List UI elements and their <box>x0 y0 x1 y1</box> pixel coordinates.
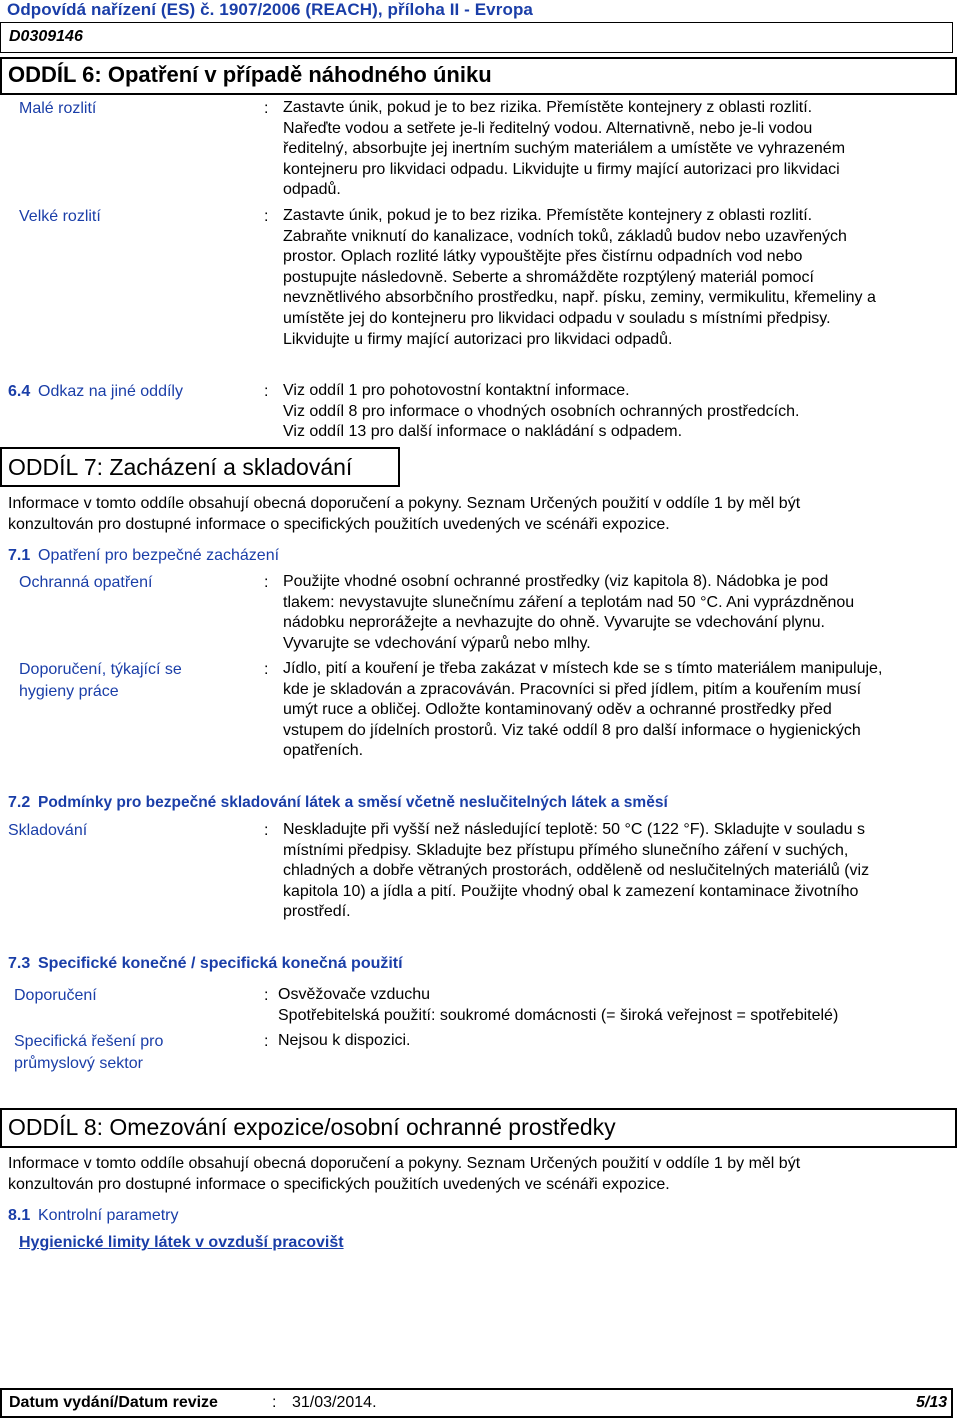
text-line: Informace v tomto oddíle obsahují obecná doporučení a pokyny. Seznam Určených použití v oddíle 1 by měl být <box>8 495 801 512</box>
text-line: Likvidujte u firmy mající autorizaci pro likvidaci odpadů. <box>283 330 673 348</box>
text-line: tlakem: nevystavujte slunečnímu záření a teplotám nad 50 °C. Ani vyprázdněnou <box>283 593 855 611</box>
text-line: nádobku neprorážejte a nevhazujte do ohně. Vyvarujte se vdechování plynu. <box>283 614 825 632</box>
text-line: odpadů. <box>283 181 341 199</box>
ref-section-label: Odkaz na jiné oddíly <box>38 383 183 400</box>
text-line: konzultován pro dostupné informace o specifických použitích uvedených ve scénáři expozice. <box>8 1175 670 1193</box>
ref-section-num: 6.4 <box>8 383 31 400</box>
text-line: Viz oddíl 1 pro pohotovostní kontaktní informace. <box>283 382 630 399</box>
text-line: kde je skladován a zpracováván. Pracovníci si před jídlem, pitím a kouřením musí <box>283 680 862 698</box>
recommend-label: Doporučení <box>14 987 97 1004</box>
small-spill-text <box>283 98 943 201</box>
section7-intro <box>8 494 953 535</box>
doc-id: D0309146 <box>9 28 83 45</box>
s71-title: Opatření pro bezpečné zacházení <box>38 547 280 564</box>
text-line: Zabraňte vniknutí do kanalizace, vodních toků, základů budov nebo uzavřených <box>283 227 847 245</box>
hygiene-colon: : <box>264 661 269 678</box>
s81-title: Kontrolní parametry <box>38 1207 179 1224</box>
text-line: Nařeďte vodou a setřete je-li ředitelný vodou. Alternativně, nebo je-li vodou <box>283 119 813 137</box>
s73-title: Specifické konečné / specifická konečná použití <box>38 955 403 972</box>
text-line: Informace v tomto oddíle obsahují obecná doporučení a pokyny. Seznam Určených použití v oddíle 1 by měl být <box>8 1155 801 1172</box>
s72-num: 7.2 <box>8 794 31 811</box>
large-spill-colon: : <box>264 208 269 225</box>
text-line: Zastavte únik, pokud je to bez rizika. Přemístěte kontejnery z oblasti rozlití. <box>283 99 813 116</box>
footer-label: Datum vydání/Datum revize <box>9 1394 218 1411</box>
recommend-text <box>278 985 948 1026</box>
ref-colon: : <box>264 383 269 400</box>
protective-colon: : <box>264 574 269 591</box>
storage-text <box>283 820 948 923</box>
label-line: průmyslový sektor <box>14 1055 143 1072</box>
label-line: hygieny práce <box>19 683 119 700</box>
section8-intro <box>8 1154 953 1195</box>
text-line: opatřeních. <box>283 742 364 760</box>
s72-title: Podmínky pro bezpečné skladování látek a směsí včetně neslučitelných látek a směsí <box>38 794 668 811</box>
large-spill-label: Velké rozlití <box>19 208 101 225</box>
regulation-header: Odpovídá nařízení (ES) č. 1907/2006 (REACH), příloha II - Evropa <box>7 0 533 19</box>
text-line: prostor. Oplach rozlité látky vypouštějte přes čistírnu odpadních vod nebo <box>283 248 803 266</box>
small-spill-colon: : <box>264 100 269 117</box>
hygiene-label <box>19 659 182 703</box>
s81-num: 8.1 <box>8 1207 31 1224</box>
text-line: Viz oddíl 13 pro další informace o nakládání s odpadem. <box>283 423 683 441</box>
text-line: konzultován pro dostupné informace o specifických použitích uvedených ve scénáři expozice. <box>8 515 670 533</box>
text-line: Použijte vhodné osobní ochranné prostředky (viz kapitola 8). Nádobka je pod <box>283 573 829 590</box>
exposure-limits-link[interactable]: Hygienické limity látek v ovzduší pracovišt <box>19 1234 344 1251</box>
s73-num: 7.3 <box>8 955 31 972</box>
footer-colon: : <box>272 1394 277 1411</box>
label-line: Specifická řešení pro <box>14 1033 164 1050</box>
industry-label <box>14 1031 163 1075</box>
s71-num: 7.1 <box>8 547 31 564</box>
text-line: Spotřebitelská použití: soukromé domácnosti (= široká veřejnost = spotřebitelé) <box>278 1006 839 1024</box>
text-line: umýt ruce a obličej. Odložte kontaminovaný oděv a ochranné prostředky před <box>283 701 832 719</box>
text-line: prostředí. <box>283 903 351 921</box>
text-line: umístěte jej do kontejneru pro likvidaci odpadu v souladu s místními předpisy. <box>283 309 831 327</box>
ref-text <box>283 381 943 443</box>
text-line: Jídlo, pití a kouření je třeba zakázat v místech kde se s tímto materiálem manipuluje, <box>283 660 883 677</box>
label-line: Doporučení, týkající se <box>19 661 182 678</box>
text-line: kapitola 10) a jídla a pití. Použijte vhodný obal k zamezení kontaminace životního <box>283 882 859 900</box>
text-line: ředitelný, absorbujte jej inertním suchým materiálem a umístěte ve vyhrazeném <box>283 140 846 158</box>
hygiene-text <box>283 659 953 762</box>
text-line: Zastavte únik, pokud je to bez rizika. Přemístěte kontejnery z oblasti rozlití. <box>283 207 813 224</box>
section6-title: ODDÍL 6: Opatření v případě náhodného úniku <box>8 62 492 87</box>
storage-label: Skladování <box>8 822 88 839</box>
large-spill-text <box>283 206 948 350</box>
protective-text <box>283 572 948 654</box>
text-line: nevznětlivého absorbčního prostředku, např. písku, zeminy, vermikulitu, křemeliny a <box>283 289 876 307</box>
small-spill-label: Malé rozlití <box>19 100 97 117</box>
section8-title: ODDÍL 8: Omezování expozice/osobní ochranné prostředky <box>8 1114 616 1140</box>
text-line: Vyvarujte se vdechování výparů nebo mlhy. <box>283 634 591 652</box>
text-line: postupujte následovně. Seberte a shromážděte rozptýlený materiál pomocí <box>283 268 814 286</box>
text-line: kontejneru pro likvidaci odpadu. Likvidujte u firmy mající autorizaci pro likvidaci <box>283 160 840 178</box>
section7-title: ODDÍL 7: Zacházení a skladování <box>8 454 353 480</box>
footer-date: 31/03/2014. <box>292 1394 377 1411</box>
storage-colon: : <box>264 822 269 839</box>
text-line: Osvěžovače vzduchu <box>278 986 431 1003</box>
text-line: Viz oddíl 8 pro informace o vhodných osobních ochranných prostředcích. <box>283 402 800 420</box>
industry-colon: : <box>264 1033 269 1050</box>
text-line: chladných a dobře větraných prostorách, odděleně od neslučitelných materiálů (viz <box>283 862 870 880</box>
doc-id-box <box>0 22 953 53</box>
protective-label: Ochranná opatření <box>19 574 153 591</box>
industry-text: Nejsou k dispozici. <box>278 1032 411 1049</box>
page-number: 5/13 <box>916 1394 948 1411</box>
text-line: Neskladujte při vyšší než následující teplotě: 50 °C (122 °F). Skladujte v souladu s <box>283 821 865 838</box>
recommend-colon: : <box>264 987 269 1004</box>
text-line: místními předpisy. Skladujte bez přístupu přímého slunečního záření v suchých, <box>283 841 849 859</box>
text-line: vstupem do jídelních prostorů. Viz také oddíl 8 pro další informace o hygienických <box>283 721 861 739</box>
